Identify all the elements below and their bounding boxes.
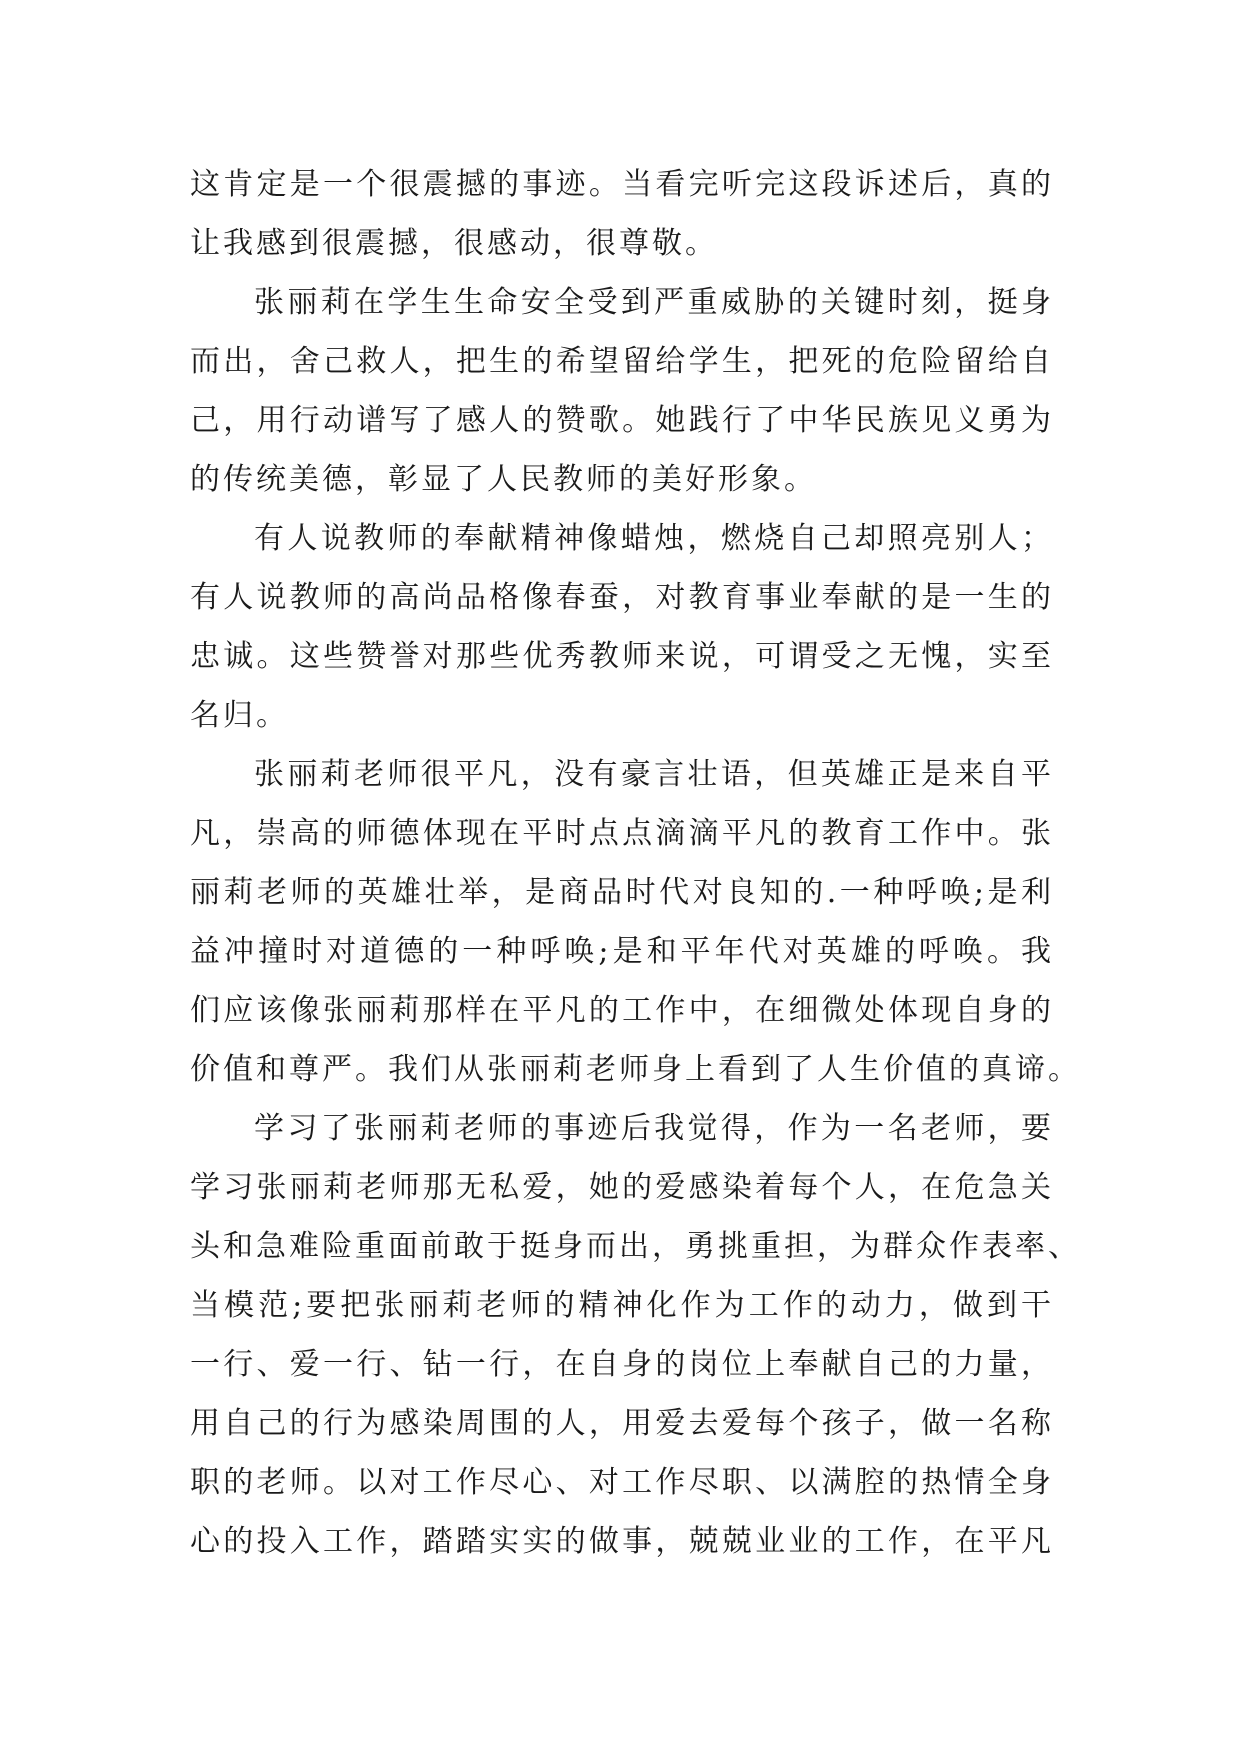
- text-line: 学习了张丽莉老师的事迹后我觉得，作为一名老师，要: [254, 1111, 1054, 1146]
- text-line: 丽莉老师的英雄壮举，是商品时代对良知的.一种呼唤;是利: [190, 875, 1054, 910]
- text-line: 们应该像张丽莉那样在平凡的工作中，在细微处体现自身的: [190, 993, 1054, 1028]
- text-line: 益冲撞时对道德的一种呼唤;是和平年代对英雄的呼唤。我: [190, 934, 1054, 969]
- text-line: 张丽莉在学生生命安全受到严重威胁的关键时刻，挺身: [254, 285, 1054, 320]
- text-line: 有人说教师的高尚品格像春蚕，对教育事业奉献的是一生的: [190, 580, 1054, 615]
- text-line: 一行、爱一行、钻一行，在自身的岗位上奉献自己的力量，: [190, 1347, 1054, 1382]
- text-line: 的传统美德，彰显了人民教师的美好形象。: [190, 462, 817, 497]
- text-line: 忠诚。这些赞誉对那些优秀教师来说，可谓受之无愧，实至: [190, 639, 1054, 674]
- text-line: 心的投入工作，踏踏实实的做事，兢兢业业的工作，在平凡: [190, 1524, 1054, 1559]
- text-line: 名归。: [190, 698, 289, 733]
- text-line: 用自己的行为感染周围的人，用爱去爱每个孩子，做一名称: [190, 1406, 1054, 1441]
- text-line: 学习张丽莉老师那无私爱，她的爱感染着每个人，在危急关: [190, 1170, 1054, 1205]
- text-line: 职的老师。以对工作尽心、对工作尽职、以满腔的热情全身: [190, 1465, 1054, 1500]
- document-body: [190, 155, 1081, 1571]
- text-line: 头和急难险重面前敢于挺身而出，勇挑重担，为群众作表率、: [190, 1229, 1081, 1264]
- text-line: 有人说教师的奉献精神像蜡烛，燃烧自己却照亮别人；: [254, 521, 1054, 556]
- text-line: 凡，崇高的师德体现在平时点点滴滴平凡的教育工作中。张: [190, 816, 1054, 851]
- text-line: 这肯定是一个很震撼的事迹。当看完听完这段诉述后，真的: [190, 167, 1054, 202]
- text-line: 而出，舍己救人，把生的希望留给学生，把死的危险留给自: [190, 344, 1054, 379]
- text-line: 当模范;要把张丽莉老师的精神化作为工作的动力，做到干: [190, 1288, 1054, 1323]
- text-line: 让我感到很震撼，很感动，很尊敬。: [190, 226, 718, 261]
- text-line: 价值和尊严。我们从张丽莉老师身上看到了人生价值的真谛。: [190, 1052, 1081, 1087]
- text-line: 张丽莉老师很平凡，没有豪言壮语，但英雄正是来自平: [254, 757, 1054, 792]
- text-line: 己，用行动谱写了感人的赞歌。她践行了中华民族见义勇为: [190, 403, 1054, 438]
